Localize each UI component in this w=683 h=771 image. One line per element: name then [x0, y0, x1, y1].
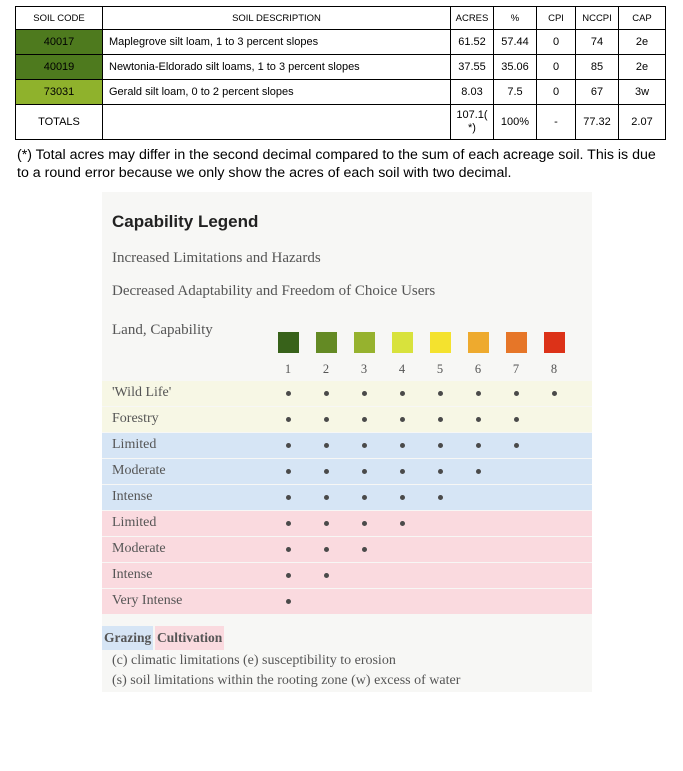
capability-dot [476, 417, 481, 422]
usage-row-cultivation [102, 537, 592, 562]
capability-dot [362, 521, 367, 526]
header-acres: ACRES [451, 7, 494, 30]
class-3-swatch [354, 332, 375, 353]
capability-dot [400, 443, 405, 448]
header-soil-description: SOIL DESCRIPTION [103, 7, 451, 30]
class-7-swatch [506, 332, 527, 353]
capability-dot [438, 469, 443, 474]
cultivation-tag: Cultivation [155, 626, 224, 650]
totals-acres-line2: *) [468, 122, 476, 134]
class-number: 3 [360, 362, 368, 376]
capability-dot [552, 391, 557, 396]
soil-code-cell: 40019 [16, 55, 103, 80]
class-4-swatch [392, 332, 413, 353]
soil-description-cell: Newtonia-Eldorado silt loams, 1 to 3 percent slopes [103, 55, 451, 80]
capability-dot [514, 443, 519, 448]
capability-dot [286, 417, 291, 422]
capability-dot [514, 391, 519, 396]
usage-label: Moderate [112, 541, 166, 556]
class-number: 2 [322, 362, 330, 376]
capability-dot [286, 443, 291, 448]
usage-label: Forestry [112, 411, 159, 426]
usage-row-cultivation [102, 589, 592, 614]
capability-dot [286, 469, 291, 474]
percent-cell: 7.5 [494, 80, 537, 105]
legend-footnote-2: (s) soil limitations within the rooting zone (w) excess of water [112, 673, 461, 688]
rounding-note: (*) Total acres may differ in the second decimal compared to the sum of each acreage soil. This is due to a round error because we only show the acres of each soil with two decimal. [17, 147, 656, 181]
class-1-swatch [278, 332, 299, 353]
soil-description-cell: Gerald silt loam, 0 to 2 percent slopes [103, 80, 451, 105]
soil-code-cell: 40017 [16, 30, 103, 55]
acres-cell: 37.55 [451, 55, 494, 80]
legend-limitations-text: Increased Limitations and Hazards [112, 250, 321, 266]
nccpi-cell: 74 [576, 30, 619, 55]
percent-cell: 35.06 [494, 55, 537, 80]
class-5-swatch [430, 332, 451, 353]
totals-label: TOTALS [16, 105, 103, 140]
soil-code-cell: 73031 [16, 80, 103, 105]
usage-label: Moderate [112, 463, 166, 478]
legend-footnote-1: (c) climatic limitations (e) susceptibility to erosion [112, 653, 396, 668]
capability-dot [286, 521, 291, 526]
usage-row-wild [102, 381, 592, 406]
class-2-swatch [316, 332, 337, 353]
capability-dot [438, 417, 443, 422]
capability-legend [102, 192, 592, 692]
usage-label: Intense [112, 567, 153, 582]
table-row [16, 55, 666, 80]
cpi-cell: 0 [537, 80, 576, 105]
table-row [16, 30, 666, 55]
class-number: 8 [550, 362, 558, 376]
capability-dot [400, 521, 405, 526]
capability-dot [286, 573, 291, 578]
capability-dot [362, 469, 367, 474]
nccpi-cell: 67 [576, 80, 619, 105]
header-nccpi: NCCPI [576, 7, 619, 30]
capability-dot [324, 443, 329, 448]
capability-dot [324, 391, 329, 396]
capability-dot [286, 391, 291, 396]
capability-dot [324, 469, 329, 474]
usage-row-grazing [102, 459, 592, 484]
capability-dot [286, 547, 291, 552]
class-number: 7 [512, 362, 520, 376]
header-percent: % [494, 7, 537, 30]
class-number: 6 [474, 362, 482, 376]
usage-label: 'Wild Life' [112, 385, 172, 400]
capability-dot [362, 443, 367, 448]
table-row [16, 80, 666, 105]
legend-adaptability-text: Decreased Adaptability and Freedom of Choice Users [112, 283, 436, 299]
usage-label: Very Intense [112, 593, 183, 608]
nccpi-cell: 85 [576, 55, 619, 80]
capability-dot [362, 495, 367, 500]
cap-cell: 2e [619, 30, 666, 55]
totals-cap-cell: 2.07 [619, 105, 666, 140]
cpi-cell: 0 [537, 30, 576, 55]
capability-dot [438, 391, 443, 396]
capability-dot [324, 417, 329, 422]
usage-row-cultivation [102, 563, 592, 588]
acres-cell: 8.03 [451, 80, 494, 105]
capability-dot [362, 547, 367, 552]
percent-cell: 57.44 [494, 30, 537, 55]
grazing-tag: Grazing [102, 626, 153, 650]
totals-row [16, 105, 666, 140]
legend-title: Capability Legend [112, 212, 259, 231]
soil-table [15, 6, 666, 140]
capability-dot [324, 495, 329, 500]
cpi-cell: 0 [537, 55, 576, 80]
soil-description-cell: Maplegrove silt loam, 1 to 3 percent slopes [103, 30, 451, 55]
capability-dot [362, 417, 367, 422]
capability-dot [514, 417, 519, 422]
usage-row-grazing [102, 485, 592, 510]
land-capability-label: Land, Capability [112, 322, 213, 338]
class-number: 4 [398, 362, 406, 376]
capability-dot [324, 521, 329, 526]
capability-dot [286, 599, 291, 604]
capability-dot [438, 495, 443, 500]
acres-cell: 61.52 [451, 30, 494, 55]
usage-row-cultivation [102, 511, 592, 536]
capability-dot [324, 547, 329, 552]
capability-dot [476, 391, 481, 396]
header-soil-code: SOIL CODE [16, 7, 103, 30]
header-cpi: CPI [537, 7, 576, 30]
capability-dot [400, 469, 405, 474]
capability-dot [476, 469, 481, 474]
header-cap: CAP [619, 7, 666, 30]
usage-label: Limited [112, 515, 157, 530]
capability-dot [476, 443, 481, 448]
usage-label: Intense [112, 489, 153, 504]
class-number: 1 [284, 362, 292, 376]
capability-dot [362, 391, 367, 396]
usage-row-grazing [102, 433, 592, 458]
totals-acres-cell [451, 105, 494, 140]
capability-dot [438, 443, 443, 448]
capability-dot [400, 417, 405, 422]
capability-dot [324, 573, 329, 578]
class-6-swatch [468, 332, 489, 353]
capability-dot [400, 391, 405, 396]
usage-label: Limited [112, 437, 157, 452]
capability-dot [400, 495, 405, 500]
totals-acres-line1: 107.1( [456, 109, 488, 121]
class-number: 5 [436, 362, 444, 376]
cap-cell: 3w [619, 80, 666, 105]
class-8-swatch [544, 332, 565, 353]
totals-description-cell [103, 105, 451, 140]
totals-cpi-cell: - [537, 105, 576, 140]
table-header-row [16, 7, 666, 30]
cap-cell: 2e [619, 55, 666, 80]
capability-dot [286, 495, 291, 500]
totals-nccpi-cell: 77.32 [576, 105, 619, 140]
totals-percent-cell: 100% [494, 105, 537, 140]
usage-row-wild [102, 407, 592, 432]
